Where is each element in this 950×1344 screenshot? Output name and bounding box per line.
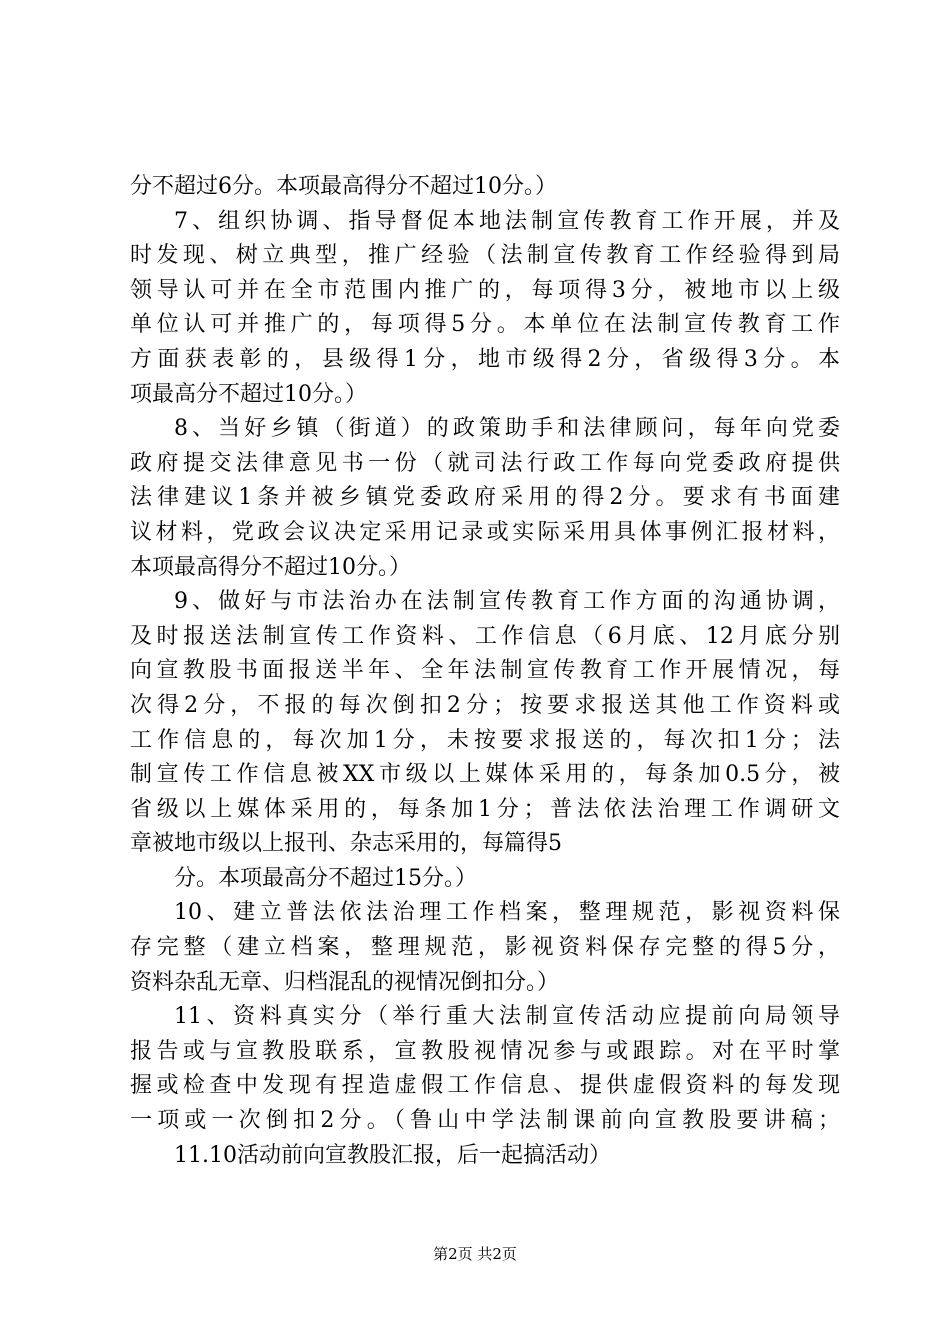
text-line: 省级以上媒体采用的，每条加1分；普法依法治理工作调研文 <box>130 796 840 822</box>
page-footer <box>0 1244 950 1264</box>
text-line: 及时报送法制宣传工作资料、工作信息（6月底、12月底分别 <box>130 623 840 649</box>
text-line: 9、做好与市法治办在法制宣传教育工作方面的沟通协调， <box>174 589 840 615</box>
text-line: 项最高分不超过10分。） <box>130 381 367 407</box>
text-line: 握或检查中发现有捏造虚假工作信息、提供虚假资料的每发现 <box>130 1073 840 1099</box>
text-line: 报告或与宣教股联系，宣教股视情况参与或跟踪。对在平时掌 <box>130 1038 840 1064</box>
text-line: 法律建议1条并被乡镇党委政府采用的得2分。要求有书面建 <box>130 485 840 511</box>
text-line: 章被地市级以上报刊、杂志采用的，每篇得5 <box>130 831 562 857</box>
text-line: 分不超过6分。本项最高得分不超过10分。） <box>130 174 557 199</box>
text-line: 资料杂乱无章、归档混乱的视情况倒扣分。） <box>130 969 560 995</box>
text-line: 一项或一次倒扣2分。（鲁山中学法制课前向宣教股要讲稿； <box>130 1108 840 1134</box>
text-line: 政府提交法律意见书一份（就司法行政工作每向党委政府提供 <box>130 450 840 476</box>
text-line: 方面获表彰的，县级得1分，地市级得2分，省级得3分。本 <box>130 346 840 372</box>
page-number-label: 第2页 共2页 <box>433 1245 517 1263</box>
text-line: 时发现、树立典型，推广经验（法制宣传教育工作经验得到局 <box>130 243 840 269</box>
text-line: 10、建立普法依法治理工作档案，整理规范，影视资料保 <box>174 900 840 926</box>
text-line: 存完整（建立档案，整理规范，影视资料保存完整的得5分， <box>130 935 840 961</box>
text-line: 工作信息的，每次加1分，未按要求报送的，每次扣1分；法 <box>130 727 840 753</box>
text-line: 分。本项最高分不超过15分。） <box>174 865 477 891</box>
text-line: 8、当好乡镇（街道）的政策助手和法律顾问，每年向党委 <box>174 416 840 442</box>
text-line: 议材料，党政会议决定采用记录或实际采用具体事例汇报材料， <box>130 519 840 545</box>
text-line: 领导认可并在全市范围内推广的，每项得3分，被地市以上级 <box>130 277 840 303</box>
text-line: 11.10活动前向宣教股汇报，后一起搞活动） <box>174 1142 611 1168</box>
text-line: 次得2分，不报的每次倒扣2分；按要求报送其他工作资料或 <box>130 692 840 718</box>
text-line: 制宣传工作信息被XX市级以上媒体采用的，每条加0.5分，被 <box>130 762 840 788</box>
text-line: 本项最高得分不超过10分。） <box>130 554 411 580</box>
text-line: 7、组织协调、指导督促本地法制宣传教育工作开展，并及 <box>174 208 840 234</box>
document-body <box>130 170 840 1173</box>
text-line: 向宣教股书面报送半年、全年法制宣传教育工作开展情况，每 <box>130 658 840 684</box>
text-line: 单位认可并推广的，每项得5分。本单位在法制宣传教育工作 <box>130 312 840 338</box>
text-line: 11、资料真实分（举行重大法制宣传活动应提前向局领导 <box>174 1004 840 1030</box>
